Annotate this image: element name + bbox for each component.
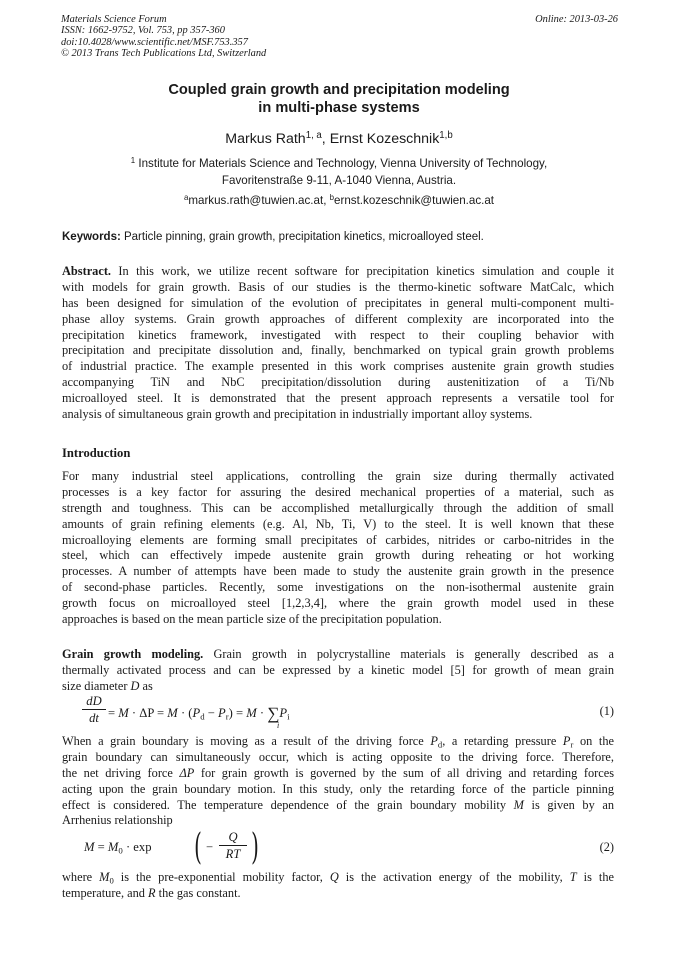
grain-growth-text: Grain growth in polycrystalline materials is generally described as a xyxy=(203,647,614,661)
email-b: ernst.kozeschnik@tuwien.ac.at xyxy=(334,194,495,207)
grain-growth-label: Grain growth modeling. xyxy=(62,647,204,661)
eq2-minus: − xyxy=(206,840,214,854)
driving-force-line: acting upon the grain boundary motion. In this study, only the retarding force of the particle pinning xyxy=(62,781,614,796)
symbol-D: D xyxy=(130,678,140,693)
introduction-body xyxy=(62,469,614,628)
online-date: Online: 2013-03-26 xyxy=(535,14,618,25)
intro-line: For many industrial steel applications, controlling the grain size during thermally activated xyxy=(62,469,614,483)
grain-growth-text: size diameter xyxy=(62,678,131,693)
introduction-heading: Introduction xyxy=(62,446,131,460)
intro-line: approaches is based on the mean particle size of the precipitation population. xyxy=(62,612,442,627)
author-2-affil: 1,b xyxy=(439,130,453,142)
driving-force-line: Arrhenius relationship xyxy=(62,813,173,828)
eq1-denominator: dt xyxy=(89,711,99,725)
affiliation-line-1: Institute for Materials Science and Technology, Vienna University of Technology, xyxy=(135,157,548,170)
eq2-fraction xyxy=(219,830,247,862)
intro-line: processes. A number of attempts have been made to study the austenite grain growth in the presence xyxy=(62,564,614,579)
intro-line: steel, which can effectively impede austenite grain growth during reheating or hot working xyxy=(62,548,614,563)
abstract-line: with models for grain growth. Basis of our studies is the thermo-kinetic software MatCalc, which xyxy=(62,279,614,294)
affiliation xyxy=(0,156,678,189)
eq1-fraction xyxy=(82,694,106,726)
intro-line: microalloying elements are forming small precipitates of carbides, nitrides or carbo-nitrides in the xyxy=(62,532,614,547)
intro-line: of second-phase particles. Recently, some investigations on the non-isothermal austenite grain xyxy=(62,580,614,595)
grain-growth-text: as xyxy=(139,678,153,693)
eq2-denominator: RT xyxy=(225,847,241,861)
eq2-right-paren: ) xyxy=(251,827,259,868)
abstract-line: microalloyed steel. It is demonstrated that the present approach represents a versatile tool for xyxy=(62,391,614,406)
equation-2-number: (2) xyxy=(599,840,614,854)
issn-line: ISSN: 1662-9752, Vol. 753, pp 357-360 xyxy=(61,25,225,37)
keywords-text: Particle pinning, grain growth, precipitation kinetics, microalloyed steel. xyxy=(120,231,484,243)
grain-growth-paragraph xyxy=(62,647,614,695)
eq2-left-paren: ( xyxy=(194,827,202,868)
equation-1 xyxy=(62,694,614,734)
abstract-line: precipitation kinetics framework, investigated with respect to their coupling behavior with xyxy=(62,327,614,342)
abstract-line: accompanying TiN and NbC precipitation/dissolution during austenitization of a Ti/Nb xyxy=(62,375,614,390)
intro-line: processes is a key factor for assuring the desired mechanical properties of a material, such as xyxy=(62,484,614,499)
intro-line: amounts of grain refining elements (e.g. Al, Nb, Ti, V) to the steel. It is well known that these xyxy=(62,516,614,531)
intro-line: strength and toughness. This can be accomplished metallurgically through the addition of small xyxy=(62,500,614,515)
author-2: Ernst Kozeschnik xyxy=(329,131,440,147)
affiliation-marker: 1 xyxy=(130,156,136,166)
email-a-marker: a xyxy=(183,193,189,203)
keywords-label: Keywords: xyxy=(62,231,121,243)
sum-symbol: ∑ xyxy=(267,704,280,723)
abstract-line: analysis of simultaneous grain growth and precipitation in industrially important alloy systems. xyxy=(62,407,533,422)
abstract-line: has been designed for simulation of the evolution of precipitates in general multi-component multi- xyxy=(62,295,614,310)
driving-force-paragraph: When a grain boundary is moving as a result of the driving force $P_d$, a retarding pressure $P_r$ on the grain boundary can simultaneously occur, which is acting opposite to the driving force. Therefore, the net driving force ΔP for grain growth is governed by the sum of all driving and retarding forces acting upon the grain boundary motion. In this study, only the retarding force of the particle pinning effect is considered. The temperature dependence of the grain boundary mobility M is given by an Arrhenius relationship xyxy=(62,734,615,828)
abstract-line: precipitation and precipitate dissolution and, finally, benchmarked on typical grain growth problems xyxy=(62,343,614,358)
email-addresses xyxy=(0,193,678,209)
grain-growth-text: thermally activated process and can be expressed by a kinetic model [5] for growth of mean grain xyxy=(62,662,614,677)
journal-name: Materials Science Forum xyxy=(61,14,167,25)
mobility-paragraph: where $M_0$ is the pre-exponential mobility factor, Q is the activation energy of the mobility, T is the temperature, and R the gas constant. xyxy=(62,870,614,900)
eq2-lhs: $M = M_0 \cdot \exp$ xyxy=(84,840,152,856)
abstract xyxy=(62,264,614,423)
eq2-numerator: Q xyxy=(219,830,247,846)
paper-title xyxy=(0,81,678,117)
title-line-1: Coupled grain growth and precipitation modeling xyxy=(168,82,510,98)
title-line-2: in multi-phase systems xyxy=(258,100,420,116)
abstract-line: of industrial practice. The example presented in this work comprises austenite grain growth studies xyxy=(62,359,614,374)
email-a: markus.rath@tuwien.ac.at, xyxy=(188,194,330,207)
abstract-line: In this work, we utilize recent software for precipitation kinetics simulation and couple it xyxy=(111,264,614,278)
doi-line: doi:10.4028/www.scientific.net/MSF.753.357 xyxy=(61,36,248,48)
running-header-left xyxy=(61,14,266,60)
author-separator: , xyxy=(321,131,330,147)
author-list xyxy=(0,130,678,148)
eq1-sum-index: i xyxy=(277,721,280,730)
intro-line: growth focus on microalloyed steel [1,2,3,4], where the grain growth model used in these xyxy=(62,596,614,611)
author-1: Markus Rath xyxy=(225,131,306,147)
keywords xyxy=(62,230,614,244)
copyright-line: © 2013 Trans Tech Publications Ltd, Switzerland xyxy=(61,48,267,60)
email-b-marker: b xyxy=(329,193,335,203)
eq1-numerator: dD xyxy=(82,694,106,710)
affiliation-line-2: Favoritenstraße 9-11, A-1040 Vienna, Austria. xyxy=(221,173,457,187)
equation-2 xyxy=(62,827,614,870)
eq1-rhs: = $M \cdot \Delta P = M \cdot (P_d - P_r) = M \cdot \sum P_i$ xyxy=(108,704,290,723)
abstract-line: phase alloy systems. Grain growth approaches of different complexity are incorporated into the xyxy=(62,311,614,326)
abstract-label: Abstract. xyxy=(62,264,112,278)
equation-1-number: (1) xyxy=(599,704,614,718)
driving-force-line: grain boundary can simultaneously occur, which is acting opposite to the driving force. Therefore, xyxy=(62,749,614,764)
author-1-affil: 1, a xyxy=(305,130,322,142)
